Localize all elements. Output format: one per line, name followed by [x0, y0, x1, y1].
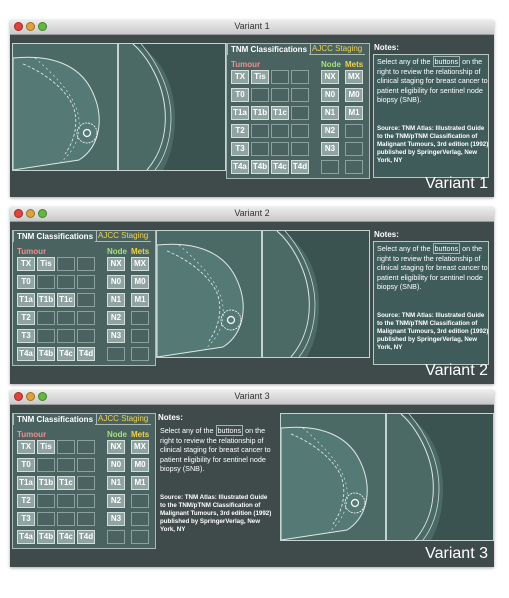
n2-button[interactable]: N2 — [321, 124, 339, 138]
m1-button[interactable]: M1 — [345, 106, 363, 120]
source-citation: Source: TNM Atlas: Illustrated Guide to the TNM/pTNM Classification of Malignant Tumours, 3rd edition (1992) published by SpringerVerlag, New York, NY — [377, 312, 489, 351]
notes-intro: Select any of the buttons on the right to review the relationship of clinical staging for breast cancer to patient eligibility for sentinel node biopsy (SNB). — [160, 426, 271, 473]
tab-ajcc-staging[interactable]: AJCC Staging — [95, 230, 151, 242]
m1-button[interactable]: M1 — [131, 293, 149, 307]
variant-label: Variant 1 — [425, 175, 488, 192]
variant-label: Variant 2 — [425, 362, 488, 379]
n3-button[interactable]: N3 — [107, 512, 125, 526]
t4d-button[interactable]: T4d — [77, 530, 95, 544]
m0-button[interactable]: M0 — [131, 458, 149, 472]
t4a-button[interactable]: T4a — [17, 347, 35, 361]
t1c-button[interactable]: T1c — [57, 293, 75, 307]
title-bar — [10, 207, 494, 222]
breast-illustration — [280, 413, 494, 541]
n2-button[interactable]: N2 — [107, 311, 125, 325]
t1b-button[interactable]: T1b — [37, 293, 55, 307]
source-citation: Source: TNM Atlas: Illustrated Guide to the TNM/pTNM Classification of Malignant Tumours, 3rd edition (1992) published by SpringerVerlag, New York, NY — [160, 494, 272, 533]
tx-button[interactable]: TX — [17, 257, 35, 271]
node-label: Node — [107, 247, 127, 256]
n3-button[interactable]: N3 — [107, 329, 125, 343]
tab-ajcc-staging[interactable]: AJCC Staging — [309, 43, 365, 55]
notes-panel — [156, 413, 276, 547]
mets-label: Mets — [131, 247, 150, 256]
notes-box — [157, 424, 273, 548]
window-title: Variant 1 — [234, 21, 270, 31]
tab-ajcc-staging[interactable]: AJCC Staging — [95, 413, 151, 425]
buttons-link[interactable]: buttons — [434, 57, 459, 66]
window-content — [10, 405, 494, 567]
n1-button[interactable]: N1 — [321, 106, 339, 120]
t0-button[interactable]: T0 — [17, 275, 35, 289]
tab-tnm-classifications[interactable]: TNM Classifications — [13, 413, 97, 425]
t4a-button[interactable]: T4a — [17, 530, 35, 544]
t4b-button[interactable]: T4b — [37, 530, 55, 544]
tnm-classification-panel — [226, 43, 370, 179]
t4d-button[interactable]: T4d — [291, 160, 309, 174]
t4b-button[interactable]: T4b — [37, 347, 55, 361]
t1b-button[interactable]: T1b — [251, 106, 269, 120]
t1b-button[interactable]: T1b — [37, 476, 55, 490]
buttons-link[interactable]: buttons — [434, 244, 459, 253]
breast-anatomy-image — [281, 414, 493, 540]
t3-button[interactable]: T3 — [17, 329, 35, 343]
t4c-button[interactable]: T4c — [57, 347, 75, 361]
tx-button[interactable]: TX — [17, 440, 35, 454]
breast-anatomy-image — [157, 231, 369, 357]
notes-heading: Notes: — [158, 413, 183, 422]
buttons-link[interactable]: buttons — [217, 426, 242, 435]
nx-button[interactable]: NX — [107, 440, 125, 454]
tis-button[interactable]: Tis — [251, 70, 269, 84]
node-label: Node — [107, 430, 127, 439]
n1-button[interactable]: N1 — [107, 476, 125, 490]
t4d-button[interactable]: T4d — [77, 347, 95, 361]
t3-button[interactable]: T3 — [17, 512, 35, 526]
breast-anatomy-image — [13, 44, 225, 170]
tab-tnm-classifications[interactable]: TNM Classifications — [13, 230, 97, 242]
title-bar — [10, 20, 494, 35]
n0-button[interactable]: N0 — [107, 275, 125, 289]
t0-button[interactable]: T0 — [231, 88, 249, 102]
t1c-button[interactable]: T1c — [271, 106, 289, 120]
variant-3-window — [10, 390, 494, 567]
t1c-button[interactable]: T1c — [57, 476, 75, 490]
breast-illustration — [156, 230, 370, 358]
notes-intro: Select any of the buttons on the right to review the relationship of clinical staging for breast cancer to patient eligibility for sentinel node biopsy (SNB). — [377, 244, 488, 291]
mx-button[interactable]: MX — [131, 440, 149, 454]
t4b-button[interactable]: T4b — [251, 160, 269, 174]
tumour-label: Tumour — [17, 247, 47, 256]
mets-label: Mets — [345, 60, 364, 69]
m0-button[interactable]: M0 — [345, 88, 363, 102]
breast-illustration — [12, 43, 226, 171]
t1a-button[interactable]: T1a — [17, 293, 35, 307]
tab-tnm-classifications[interactable]: TNM Classifications — [227, 43, 311, 55]
tis-button[interactable]: Tis — [37, 257, 55, 271]
notes-box — [373, 241, 489, 365]
t2-button[interactable]: T2 — [17, 311, 35, 325]
t4c-button[interactable]: T4c — [57, 530, 75, 544]
t1a-button[interactable]: T1a — [231, 106, 249, 120]
tumour-label: Tumour — [231, 60, 261, 69]
tis-button[interactable]: Tis — [37, 440, 55, 454]
tx-button[interactable]: TX — [231, 70, 249, 84]
m1-button[interactable]: M1 — [131, 476, 149, 490]
t0-button[interactable]: T0 — [17, 458, 35, 472]
t2-button[interactable]: T2 — [17, 494, 35, 508]
tumour-label: Tumour — [17, 430, 47, 439]
variant-label: Variant 3 — [425, 545, 488, 562]
window-content — [10, 222, 494, 384]
n2-button[interactable]: N2 — [107, 494, 125, 508]
n0-button[interactable]: N0 — [321, 88, 339, 102]
notes-panel — [372, 43, 492, 177]
window-content — [10, 35, 494, 197]
nx-button[interactable]: NX — [321, 70, 339, 84]
title-bar — [10, 390, 494, 405]
mx-button[interactable]: MX — [345, 70, 363, 84]
t3-button[interactable]: T3 — [231, 142, 249, 156]
m0-button[interactable]: M0 — [131, 275, 149, 289]
notes-box — [373, 54, 489, 178]
notes-heading: Notes: — [374, 43, 399, 52]
tnm-classification-panel — [12, 230, 156, 366]
variant-1-window — [10, 20, 494, 197]
source-citation: Source: TNM Atlas: Illustrated Guide to the TNM/pTNM Classification of Malignant Tumours, 3rd edition (1992) published by SpringerVerlag, New York, NY — [377, 125, 489, 164]
tnm-classification-panel — [12, 413, 156, 549]
node-label: Node — [321, 60, 341, 69]
n3-button[interactable]: N3 — [321, 142, 339, 156]
window-title: Variant 2 — [234, 208, 270, 218]
t2-button[interactable]: T2 — [231, 124, 249, 138]
notes-intro: Select any of the buttons on the right to review the relationship of clinical staging for breast cancer to patient eligibility for sentinel node biopsy (SNB). — [377, 57, 488, 104]
nx-button[interactable]: NX — [107, 257, 125, 271]
notes-heading: Notes: — [374, 230, 399, 239]
t1a-button[interactable]: T1a — [17, 476, 35, 490]
n1-button[interactable]: N1 — [107, 293, 125, 307]
variant-2-window — [10, 207, 494, 384]
mx-button[interactable]: MX — [131, 257, 149, 271]
t4c-button[interactable]: T4c — [271, 160, 289, 174]
n0-button[interactable]: N0 — [107, 458, 125, 472]
window-title: Variant 3 — [234, 391, 270, 401]
mets-label: Mets — [131, 430, 150, 439]
notes-panel — [372, 230, 492, 364]
t4a-button[interactable]: T4a — [231, 160, 249, 174]
